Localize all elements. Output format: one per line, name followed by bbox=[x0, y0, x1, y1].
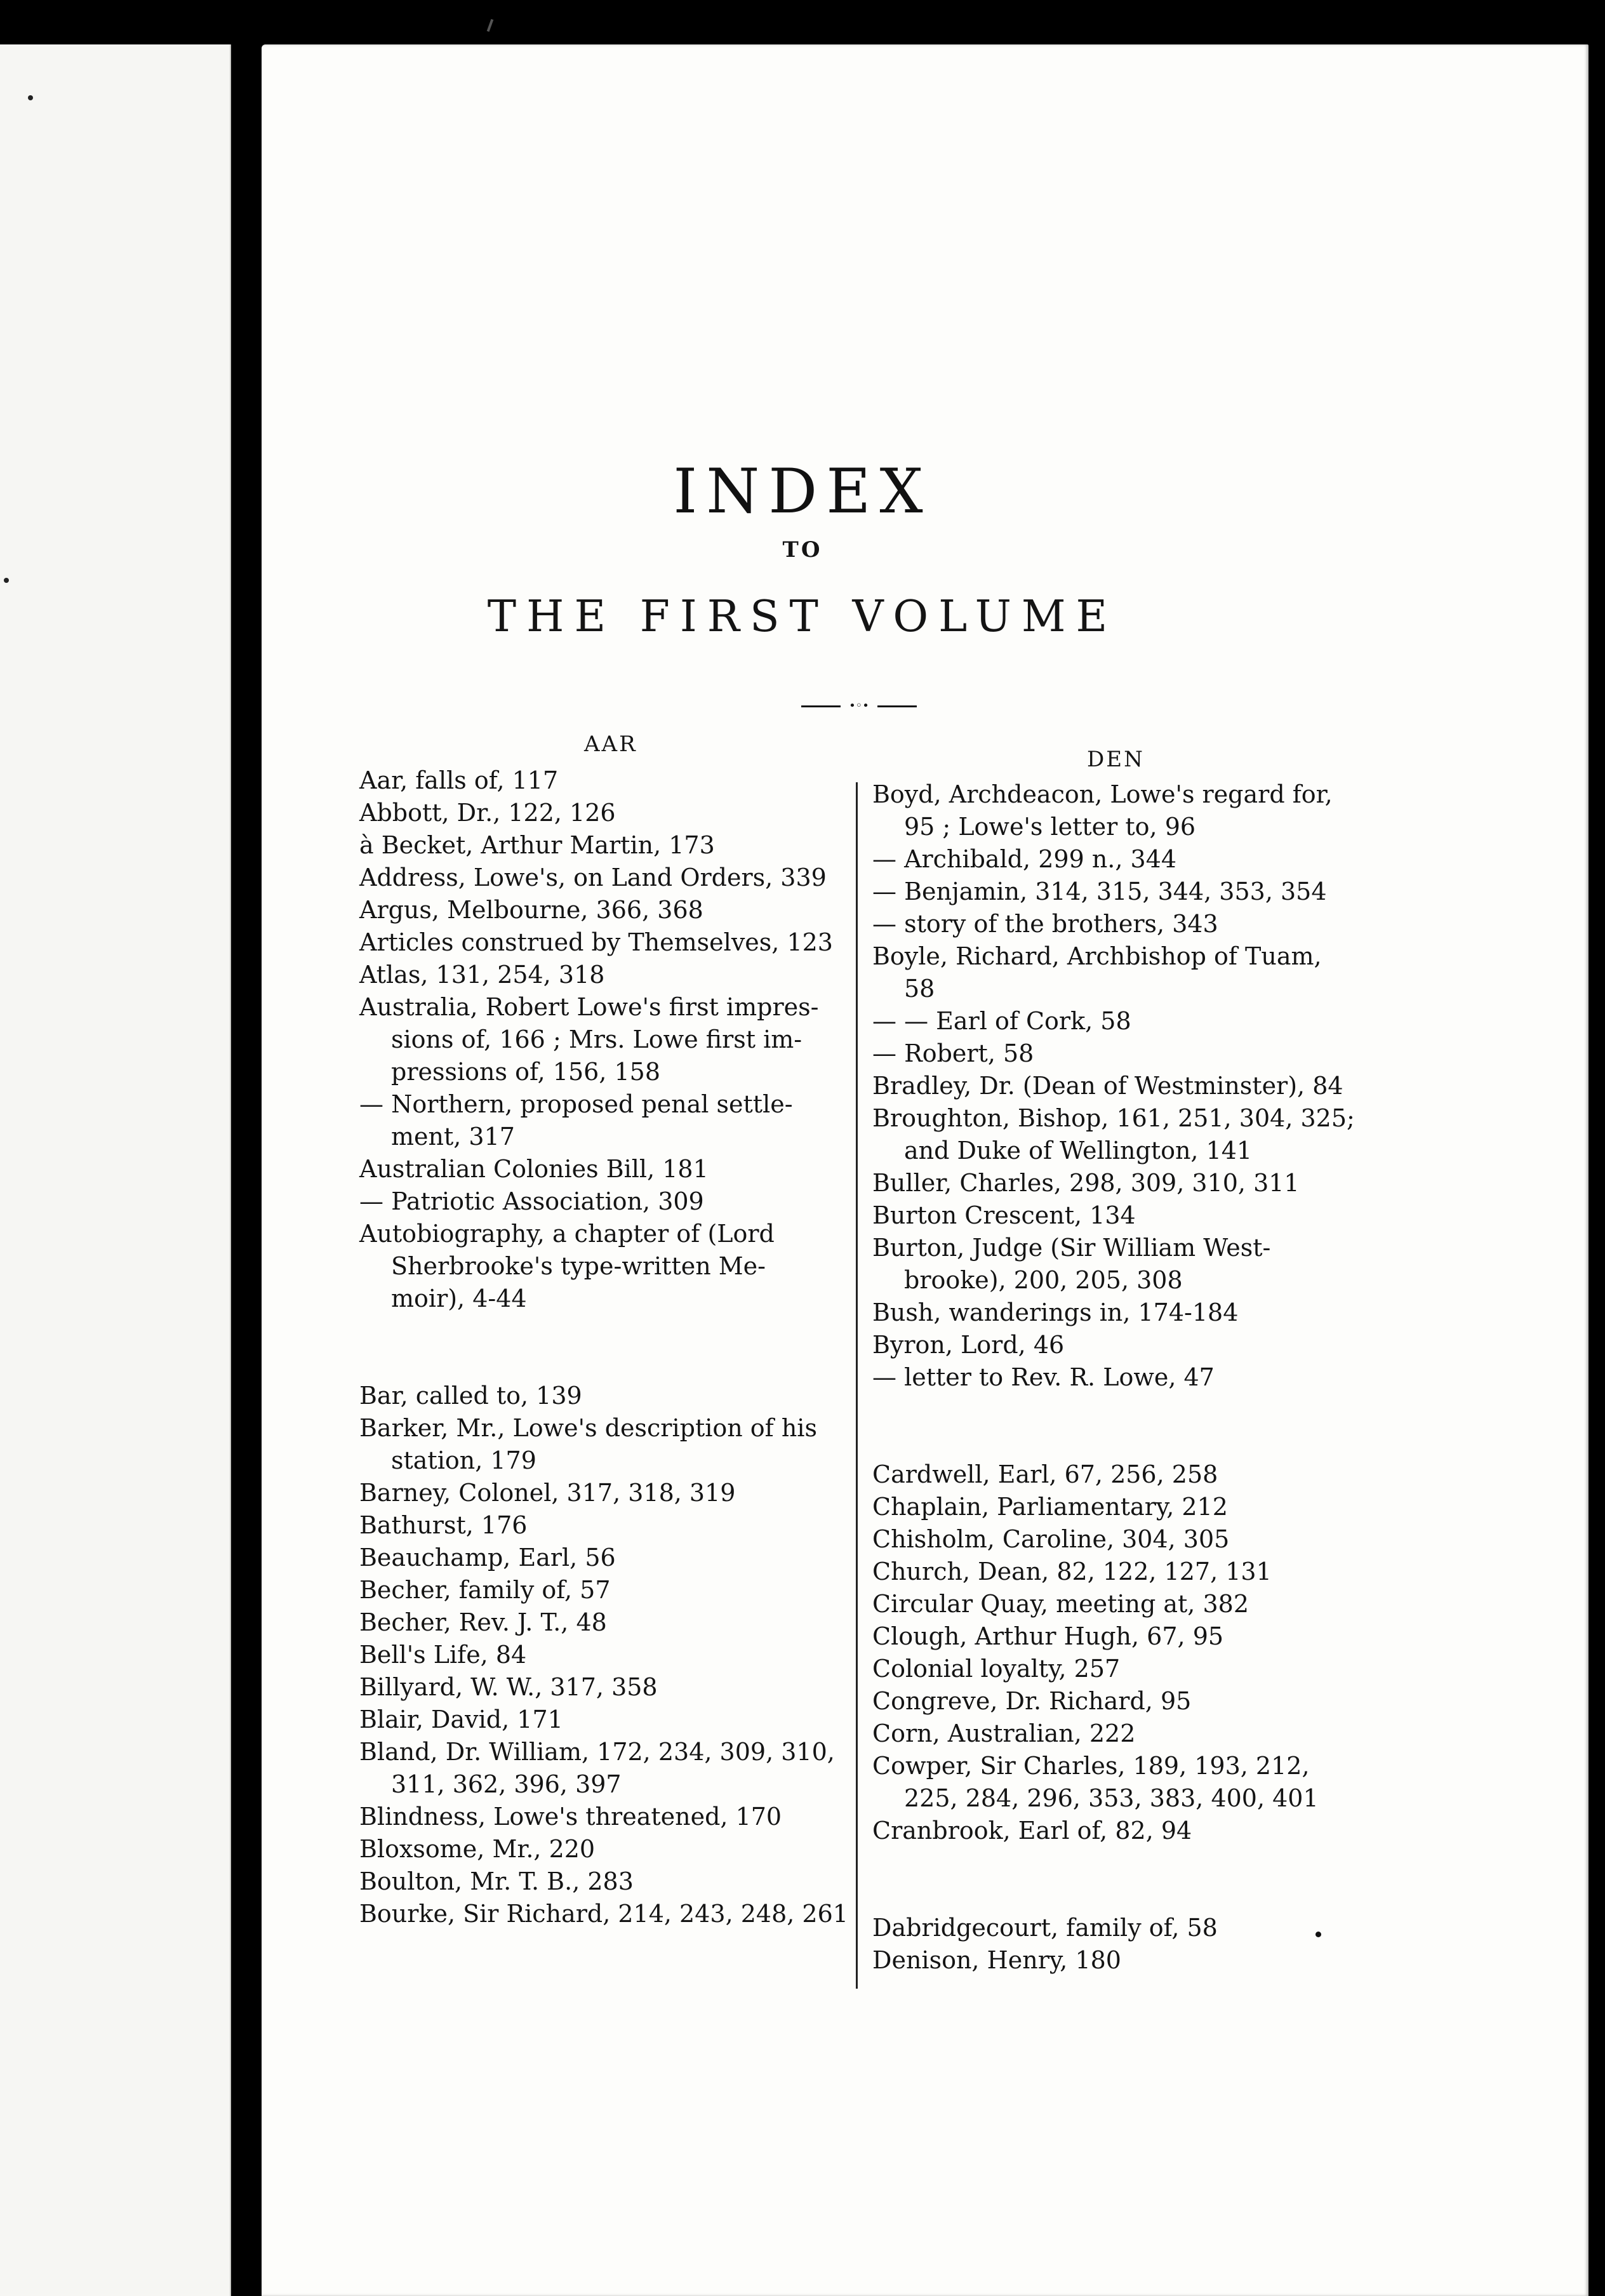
index-entry bbox=[872, 1005, 1355, 1038]
index-entry-continuation: station, 179 bbox=[391, 1446, 536, 1474]
index-entry-line: Blindness, Lowe's threatened, 170 bbox=[359, 1803, 782, 1831]
index-entry bbox=[359, 1736, 836, 1801]
index-entry-line: Barker, Mr., Lowe's description of his bbox=[359, 1414, 817, 1442]
index-entry bbox=[872, 1620, 1355, 1653]
index-entry-line: Atlas, 131, 254, 318 bbox=[359, 961, 605, 989]
index-entry-line: Byron, Lord, 46 bbox=[872, 1331, 1065, 1359]
index-entry-line: Cranbrook, Earl of, 82, 94 bbox=[872, 1817, 1192, 1845]
index-entry-line: Boulton, Mr. T. B., 283 bbox=[359, 1867, 634, 1895]
index-entry-line: Burton Crescent, 134 bbox=[872, 1201, 1136, 1229]
index-entry-continuation: 95 ; Lowe's letter to, 96 bbox=[904, 813, 1196, 841]
index-entry-continuation: moir), 4-44 bbox=[391, 1285, 527, 1312]
index-entry-line: Barney, Colonel, 317, 318, 319 bbox=[359, 1479, 736, 1507]
index-entry bbox=[359, 926, 836, 959]
index-entry-line: Circular Quay, meeting at, 382 bbox=[872, 1590, 1249, 1618]
index-entry bbox=[359, 894, 836, 926]
page-speck bbox=[28, 95, 33, 100]
index-entry-line: — Archibald, 299 n., 344 bbox=[872, 845, 1177, 873]
index-entry-line: à Becket, Arthur Martin, 173 bbox=[359, 831, 715, 859]
index-entry bbox=[872, 1653, 1355, 1685]
index-entry-line: Blair, David, 171 bbox=[359, 1705, 563, 1733]
facing-page bbox=[0, 44, 231, 2296]
index-entry-line: — Northern, proposed penal settle- bbox=[359, 1090, 793, 1118]
index-entry bbox=[872, 940, 1355, 1005]
index-entry bbox=[872, 1491, 1355, 1523]
index-entry-line: — letter to Rev. R. Lowe, 47 bbox=[872, 1363, 1215, 1391]
index-entry bbox=[359, 1542, 836, 1574]
index-entry bbox=[872, 1588, 1355, 1620]
index-entry bbox=[359, 829, 836, 862]
index-entry-continuation: and Duke of Wellington, 141 bbox=[904, 1137, 1253, 1165]
index-entry bbox=[359, 1639, 836, 1671]
index-entry bbox=[872, 1912, 1355, 1944]
title-ornament: •◦• bbox=[801, 700, 917, 712]
index-entry bbox=[872, 908, 1355, 940]
column-divider bbox=[856, 782, 858, 1989]
index-entry-line: Bloxsome, Mr., 220 bbox=[359, 1835, 596, 1863]
index-entry bbox=[359, 1218, 836, 1315]
index-entry-continuation: brooke), 200, 205, 308 bbox=[904, 1266, 1183, 1294]
index-entry bbox=[872, 1685, 1355, 1718]
index-entry-line: Church, Dean, 82, 122, 127, 131 bbox=[872, 1558, 1272, 1585]
index-entry-line: Burton, Judge (Sir William West- bbox=[872, 1234, 1271, 1262]
index-entry-line: Colonial loyalty, 257 bbox=[872, 1655, 1121, 1683]
index-entry bbox=[359, 1898, 848, 1930]
index-entry-line: Bourke, Sir Richard, 214, 243, 248, 261 bbox=[359, 1900, 848, 1928]
index-entry bbox=[872, 1523, 1355, 1556]
index-entry bbox=[359, 959, 836, 991]
index-entry-line: Chisholm, Caroline, 304, 305 bbox=[872, 1525, 1230, 1553]
index-entry-continuation: 311, 362, 396, 397 bbox=[391, 1770, 622, 1798]
index-entry-continuation: ment, 317 bbox=[391, 1123, 515, 1151]
index-entry bbox=[359, 1833, 836, 1866]
index-entry bbox=[872, 843, 1355, 876]
index-entry bbox=[359, 1412, 836, 1477]
page-speck bbox=[4, 578, 9, 583]
index-entry bbox=[359, 1671, 836, 1704]
index-entry bbox=[359, 1380, 836, 1412]
index-entry bbox=[872, 1070, 1355, 1102]
index-entry-line: Bell's Life, 84 bbox=[359, 1641, 527, 1669]
index-entry-line: Argus, Melbourne, 366, 368 bbox=[359, 896, 703, 924]
index-entry-line: Boyd, Archdeacon, Lowe's regard for, bbox=[872, 780, 1333, 808]
index-entry-line: Chaplain, Parliamentary, 212 bbox=[872, 1493, 1228, 1521]
index-entry bbox=[359, 797, 836, 829]
index-entry-line: Aar, falls of, 117 bbox=[359, 766, 559, 794]
index-column-right bbox=[872, 778, 1355, 1977]
index-entry-line: — Robert, 58 bbox=[872, 1039, 1034, 1067]
index-entry-line: Denison, Henry, 180 bbox=[872, 1946, 1121, 1974]
index-entry-line: — story of the brothers, 343 bbox=[872, 910, 1218, 938]
index-entry-line: Congreve, Dr. Richard, 95 bbox=[872, 1687, 1192, 1715]
index-entry-line: Bradley, Dr. (Dean of Westminster), 84 bbox=[872, 1072, 1343, 1100]
index-entry-line: Bland, Dr. William, 172, 234, 309, 310, bbox=[359, 1738, 835, 1766]
right-column-running-head: DEN bbox=[1087, 747, 1145, 772]
index-entry-line: Broughton, Bishop, 161, 251, 304, 325; bbox=[872, 1104, 1355, 1132]
index-entry bbox=[872, 1232, 1355, 1297]
index-entry bbox=[359, 1866, 836, 1898]
index-entry bbox=[872, 1944, 1355, 1977]
index-entry bbox=[872, 1556, 1355, 1588]
scan-scuff bbox=[487, 19, 494, 32]
index-entry bbox=[359, 1574, 836, 1606]
index-entry bbox=[872, 1718, 1355, 1750]
index-entry-line: Articles construed by Themselves, 123 bbox=[359, 928, 833, 956]
letter-section-gap bbox=[872, 1847, 1355, 1912]
index-entry bbox=[359, 1704, 836, 1736]
index-entry-continuation: 58 bbox=[904, 975, 935, 1003]
index-column-left bbox=[359, 764, 848, 1930]
index-entry-line: — Benjamin, 314, 315, 344, 353, 354 bbox=[872, 878, 1327, 905]
index-entry-line: Australian Colonies Bill, 181 bbox=[359, 1155, 709, 1183]
index-entry bbox=[359, 1801, 836, 1833]
index-entry-continuation: Sherbrooke's type-written Me- bbox=[391, 1252, 766, 1280]
index-entry-line: Billyard, W. W., 317, 358 bbox=[359, 1673, 658, 1701]
index-entry bbox=[872, 1458, 1355, 1491]
index-entry bbox=[872, 1750, 1355, 1815]
page-subtitle: THE FIRST VOLUME bbox=[487, 592, 1118, 642]
index-entry-line: Cardwell, Earl, 67, 256, 258 bbox=[872, 1460, 1218, 1488]
index-entry bbox=[872, 876, 1355, 908]
index-entry-continuation: sions of, 166 ; Mrs. Lowe first im- bbox=[391, 1025, 802, 1053]
index-entry bbox=[872, 1102, 1355, 1167]
index-entry-continuation: pressions of, 156, 158 bbox=[391, 1058, 661, 1086]
index-entry-line: Bathurst, 176 bbox=[359, 1511, 528, 1539]
index-entry bbox=[359, 1477, 836, 1509]
index-entry-line: Clough, Arthur Hugh, 67, 95 bbox=[872, 1622, 1224, 1650]
index-entry-line: Becher, Rev. J. T., 48 bbox=[359, 1608, 607, 1636]
index-entry bbox=[359, 764, 836, 797]
index-entry bbox=[359, 1606, 836, 1639]
index-entry bbox=[359, 862, 836, 894]
index-entry-line: Cowper, Sir Charles, 189, 193, 212, bbox=[872, 1752, 1310, 1780]
index-entry bbox=[359, 1153, 836, 1185]
index-entry bbox=[872, 778, 1355, 843]
index-entry bbox=[359, 1088, 836, 1153]
index-entry bbox=[872, 1361, 1355, 1394]
index-entry-line: Boyle, Richard, Archbishop of Tuam, bbox=[872, 942, 1322, 970]
index-entry bbox=[872, 1167, 1355, 1199]
left-column-running-head: AAR bbox=[584, 731, 637, 757]
index-entry-continuation: 225, 284, 296, 353, 383, 400, 401 bbox=[904, 1784, 1319, 1812]
title-connector: TO bbox=[782, 537, 823, 563]
page-title: INDEX bbox=[673, 456, 932, 527]
index-entry bbox=[872, 1199, 1355, 1232]
index-entry-line: Buller, Charles, 298, 309, 310, 311 bbox=[872, 1169, 1300, 1197]
index-entry bbox=[872, 1815, 1355, 1847]
index-entry bbox=[872, 1329, 1355, 1361]
index-entry-line: Beauchamp, Earl, 56 bbox=[359, 1544, 616, 1572]
letter-section-gap bbox=[359, 1315, 836, 1380]
index-entry bbox=[872, 1038, 1355, 1070]
letter-section-gap bbox=[872, 1394, 1355, 1458]
index-entry bbox=[359, 1509, 836, 1542]
index-entry-line: Abbott, Dr., 122, 126 bbox=[359, 799, 616, 827]
index-entry-line: Dabridgecourt, family of, 58 bbox=[872, 1914, 1218, 1942]
index-entry bbox=[359, 991, 836, 1088]
index-entry-line: Australia, Robert Lowe's first impres- bbox=[359, 993, 819, 1021]
index-entry-line: Bush, wanderings in, 174-184 bbox=[872, 1298, 1239, 1326]
index-entry-line: Corn, Australian, 222 bbox=[872, 1719, 1136, 1747]
index-entry bbox=[359, 1185, 836, 1218]
index-entry-line: Bar, called to, 139 bbox=[359, 1382, 582, 1410]
index-entry bbox=[872, 1297, 1355, 1329]
index-entry-line: Becher, family of, 57 bbox=[359, 1576, 611, 1604]
index-entry-line: — Patriotic Association, 309 bbox=[359, 1187, 704, 1215]
index-entry-line: — — Earl of Cork, 58 bbox=[872, 1007, 1131, 1035]
index-entry-line: Autobiography, a chapter of (Lord bbox=[359, 1220, 775, 1248]
index-entry-line: Address, Lowe's, on Land Orders, 339 bbox=[359, 864, 827, 891]
